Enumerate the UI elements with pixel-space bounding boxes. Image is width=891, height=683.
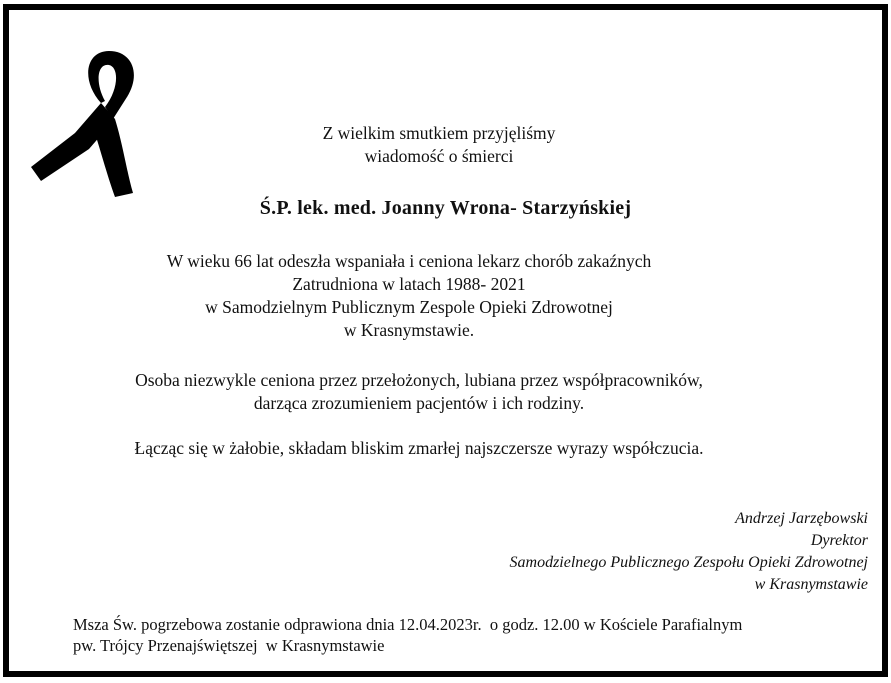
signature-name: Andrzej Jarzębowski bbox=[735, 510, 868, 527]
funeral-mass-info bbox=[73, 614, 873, 656]
intro-line-1: Z wielkim smutkiem przyjęliśmy bbox=[322, 123, 556, 143]
obituary-frame bbox=[3, 4, 888, 677]
paragraph-3: Łącząc się w żałobie, składam bliskim zmarłej najszczersze wyrazy współczucia. bbox=[134, 438, 704, 458]
paragraph-2-line-1: Osoba niezwykle ceniona przez przełożonych, lubiana przez współpracowników, bbox=[135, 370, 703, 390]
paragraph-2 bbox=[0, 369, 859, 415]
paragraph-1 bbox=[0, 250, 849, 342]
deceased-name: Ś.P. lek. med. Joanny Wrona- Starzyńskiej bbox=[259, 197, 632, 219]
signature-block bbox=[510, 508, 868, 596]
intro-line-2: wiadomość o śmierci bbox=[364, 146, 514, 166]
mass-line-1: Msza Św. pogrzebowa zostanie odprawiona dnia 12.04.2023r. o godz. 12.00 w Kościele Parafialnym bbox=[73, 615, 743, 634]
signature-title: Dyrektor bbox=[810, 532, 868, 549]
signature-org-line-2: w Krasnymstawie bbox=[754, 576, 868, 593]
paragraph-1-line-1: W wieku 66 lat odeszła wspaniała i ceniona lekarz chorób zakaźnych bbox=[166, 251, 652, 271]
intro-text bbox=[0, 122, 891, 168]
paragraph-1-line-4: w Krasnymstawie. bbox=[343, 320, 475, 340]
paragraph-1-line-3: w Samodzielnym Publicznym Zespole Opieki Zdrowotnej bbox=[205, 297, 613, 317]
signature-org-line-1: Samodzielnego Publicznego Zespołu Opieki Zdrowotnej bbox=[509, 554, 868, 571]
mass-line-2: pw. Trójcy Przenajświętszej w Krasnymstawie bbox=[73, 636, 385, 655]
paragraph-1-line-2: Zatrudniona w latach 1988- 2021 bbox=[292, 274, 526, 294]
paragraph-2-line-2: darząca zrozumieniem pacjentów i ich rodziny. bbox=[253, 393, 585, 413]
